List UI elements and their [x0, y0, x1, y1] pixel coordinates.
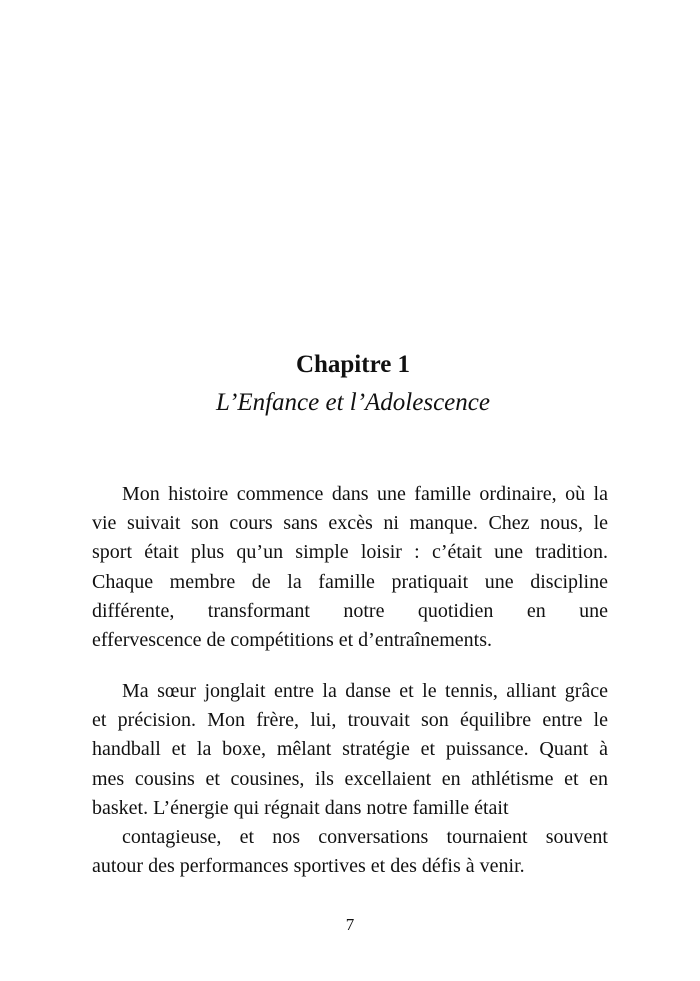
text-line: contagieuse, et nos conversations tournaient souvent	[122, 826, 608, 849]
text-line: basket. L’énergie qui régnait dans notre famille était	[92, 796, 509, 819]
text-line: différente, transformant notre quotidien en une	[92, 599, 608, 622]
text-line: effervescence de compétitions et d’entraînements.	[92, 629, 493, 652]
text-line: et précision. Mon frère, lui, trouvait son équilibre entre le	[92, 709, 608, 732]
chapter-subtitle: L’Enfance et l’Adolescence	[216, 389, 490, 416]
text-line: autour des performances sportives et des défis à venir.	[92, 855, 525, 878]
page-number: 7	[345, 915, 355, 934]
paragraph-1	[92, 480, 608, 655]
text-line: mes cousins et cousines, ils excellaient en athlétisme et en	[92, 767, 608, 790]
paragraph-2	[92, 677, 608, 881]
text-line: Ma sœur jonglait entre la danse et le tennis, alliant grâce	[122, 680, 608, 702]
text-line: vie suivait son cours sans excès ni manque. Chez nous, le	[92, 512, 608, 535]
chapter-title: Chapitre 1	[295, 351, 411, 378]
text-line: sport était plus qu’un simple loisir : c’était une tradition.	[92, 541, 608, 564]
text-line: handball et la boxe, mêlant stratégie et puissance. Quant à	[92, 738, 608, 761]
chapter-heading	[0, 348, 700, 420]
text-line: Chaque membre de la famille pratiquait une discipline	[92, 570, 608, 593]
text-line: Mon histoire commence dans une famille ordinaire, où la	[122, 483, 608, 505]
